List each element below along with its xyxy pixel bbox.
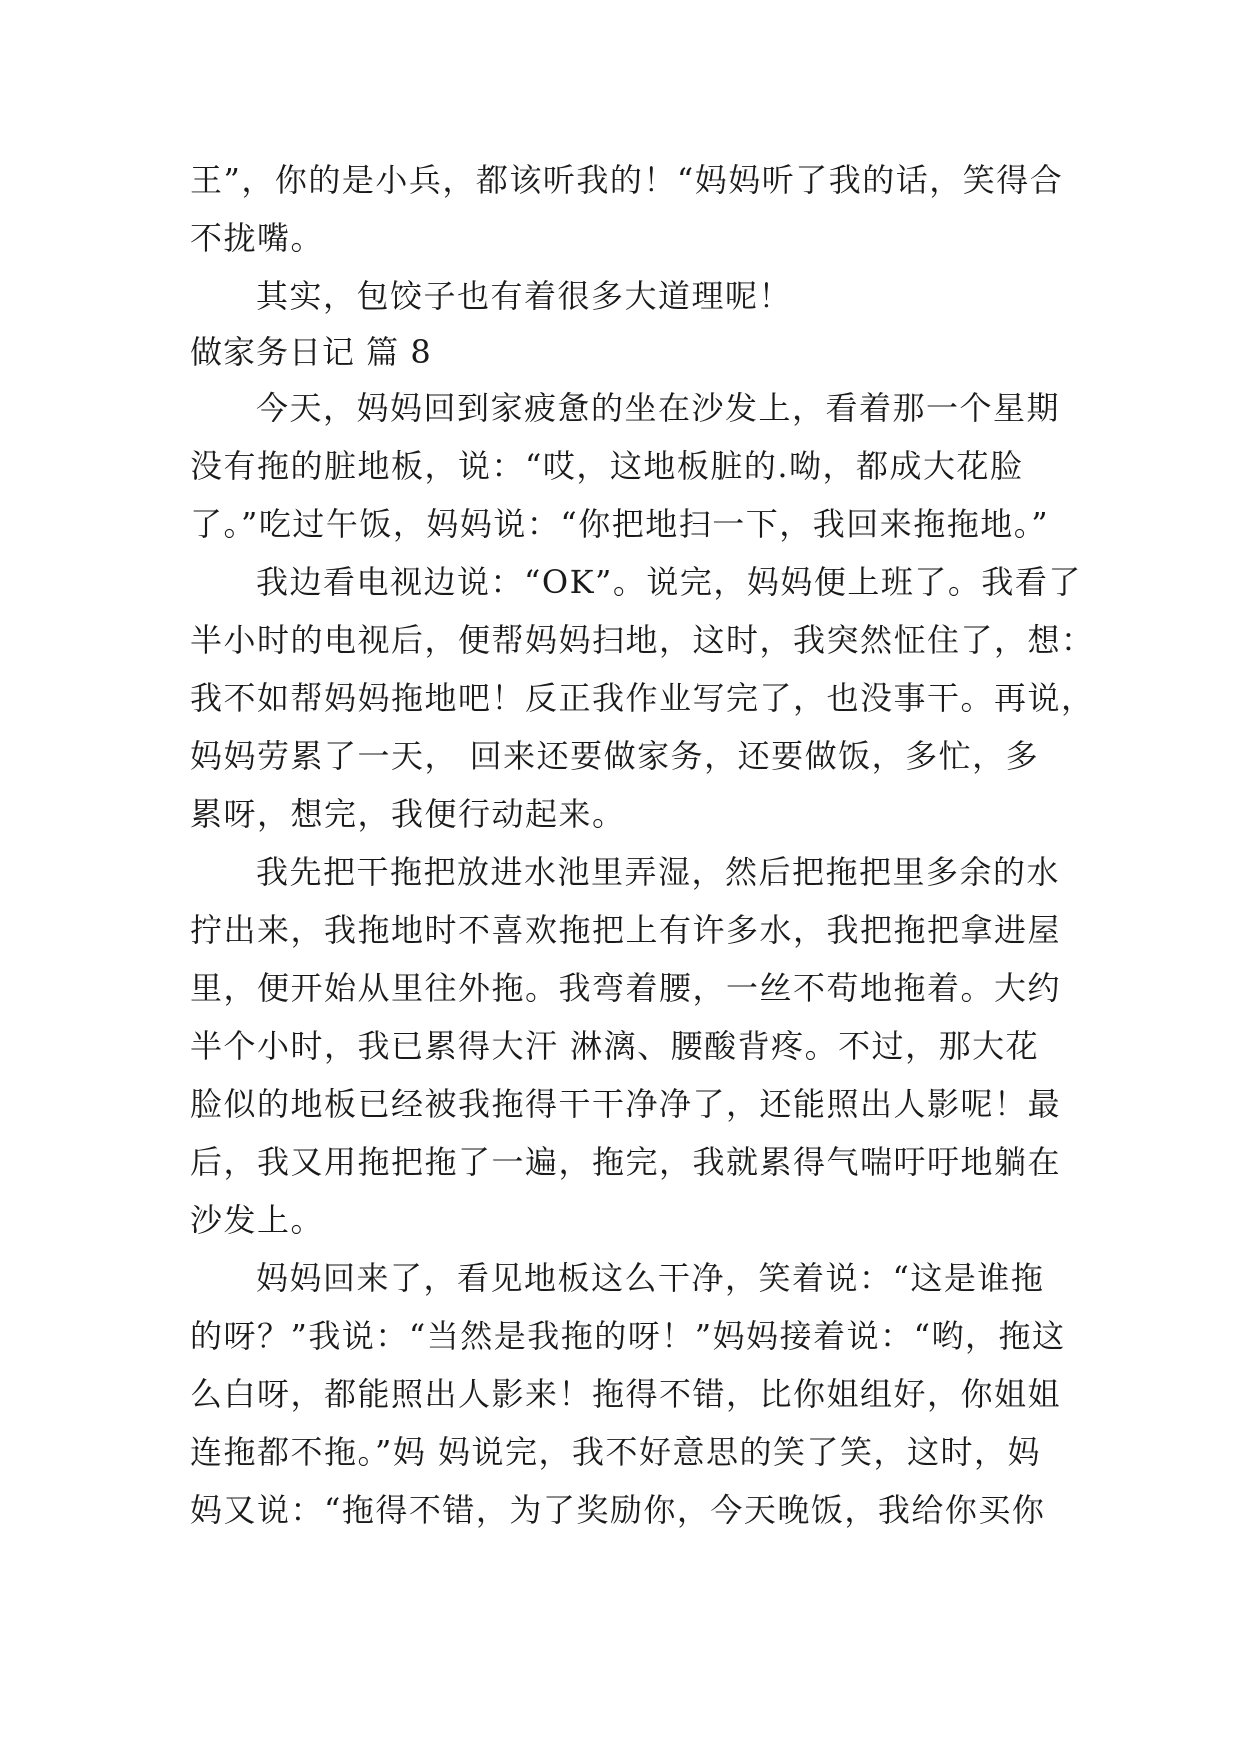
text-line: 脸似的地板已经被我拖得干干净净了，还能照出人影呢！最 [190, 1085, 1062, 1123]
text-line: 妈妈回来了，看见地板这么干净，笑着说：“这是谁拖 [256, 1259, 1045, 1297]
text-line: 了。”吃过午饭，妈妈说：“你把地扫一下，我回来拖拖地。” [190, 505, 1050, 543]
text-line: 不拢嘴。 [190, 219, 325, 257]
text-line: 半个小时，我已累得大汗 淋漓、腰酸背疼。不过，那大花 [190, 1027, 1040, 1065]
text-line: 沙发上。 [190, 1201, 325, 1239]
section-heading: 做家务日记 篇 8 [190, 333, 432, 371]
text-line: 后，我又用拖把拖了一遍，拖完，我就累得气喘吁吁地躺在 [190, 1143, 1062, 1181]
text-line: 我先把干拖把放进水池里弄湿，然后把拖把里多余的水 [256, 853, 1061, 891]
text-line: 拧出来，我拖地时不喜欢拖把上有许多水，我把拖把拿进屋 [190, 911, 1062, 949]
text-line: 的呀？”我说：“当然是我拖的呀！”妈妈接着说：“哟，拖这 [190, 1317, 1066, 1355]
text-line: 我不如帮妈妈拖地吧！反正我作业写完了，也没事干。再说， [190, 679, 1095, 717]
text-line: 其实，包饺子也有着很多大道理呢！ [256, 277, 793, 315]
text-line: 今天，妈妈回到家疲惫的坐在沙发上，看着那一个星期 [256, 389, 1061, 427]
text-line: 累呀，想完，我便行动起来。 [190, 795, 626, 833]
text-line: 没有拖的脏地板，说：“哎，这地板脏的.呦，都成大花脸 [190, 447, 1024, 485]
text-line: 妈又说：“拖得不错，为了奖励你，今天晚饭，我给你买你 [190, 1491, 1046, 1529]
text-line: 连拖都不拖。”妈 妈说完，我不好意思的笑了笑，这时，妈 [190, 1433, 1042, 1471]
text-line: 王”，你的是小兵，都该听我的！“妈妈听了我的话，笑得合 [190, 161, 1064, 199]
text-line: 妈妈劳累了一天， 回来还要做家务，还要做饭，多忙，多 [190, 737, 1040, 775]
text-line: 半小时的电视后，便帮妈妈扫地，这时，我突然怔住了，想： [190, 621, 1095, 659]
text-line: 我边看电视边说：“OK”。说完，妈妈便上班了。我看了 [256, 563, 1082, 601]
text-line: 里，便开始从里往外拖。我弯着腰，一丝不苟地拖着。大约 [190, 969, 1062, 1007]
text-line: 么白呀，都能照出人影来！拖得不错，比你姐组好，你姐姐 [190, 1375, 1062, 1413]
